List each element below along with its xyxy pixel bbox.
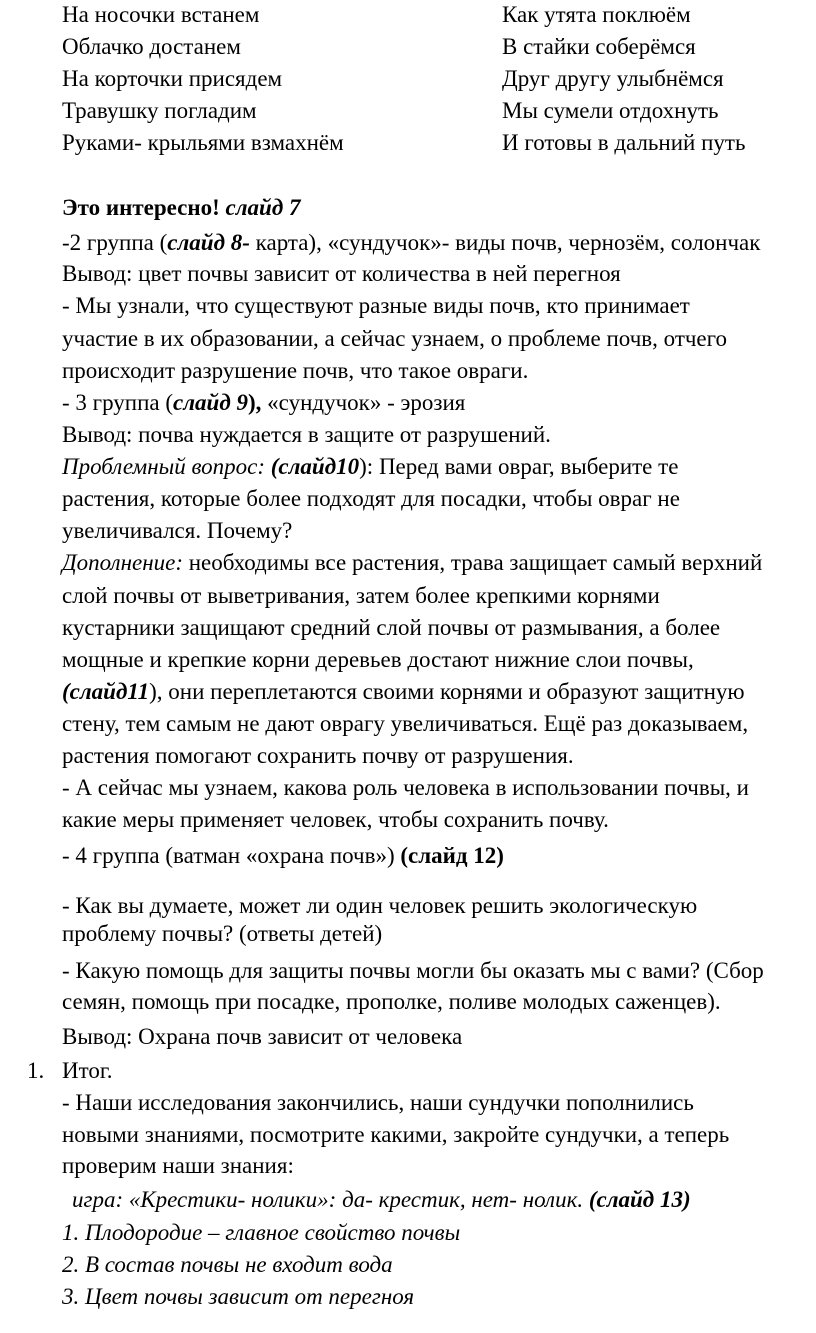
formatted-text: Проблемный вопрос:: [62, 454, 271, 479]
text-segment: - А сейчас мы узнаем, какова роль человека в использовании почвы, и: [62, 775, 749, 800]
text-line: [62, 1058, 112, 1084]
text-line: [62, 807, 609, 833]
formatted-text: (слайд11: [62, 679, 150, 704]
text-line: [62, 486, 680, 512]
text-segment: Итог.: [62, 1058, 113, 1083]
poem-line-left: Руками- крыльями взмахнём: [62, 130, 344, 155]
text-line: [62, 615, 720, 641]
text-line: [62, 711, 748, 737]
text-line: [62, 261, 621, 287]
text-segment: проблему почвы? (ответы детей): [62, 921, 383, 946]
formatted-text: 3. Цвет почвы зависит от перегноя: [62, 1284, 415, 1309]
text-line: [62, 550, 762, 576]
text-line: [62, 679, 745, 705]
text-segment: растения, которые более подходят для посадки, чтобы овраг не: [62, 486, 680, 511]
text-segment: участие в их образовании, а сейчас узнаем, о проблеме почв, отчего: [62, 326, 728, 351]
text-segment: увеличивался. Почему?: [62, 518, 293, 543]
poem-line-left: Облачко достанем: [62, 34, 241, 59]
text-line: [62, 1252, 393, 1278]
formatted-text: 1. Плодородие – главное свойство почвы: [62, 1220, 461, 1245]
text-line: [62, 743, 574, 769]
text-line: [62, 518, 292, 544]
text-segment: «сундучок» - эрозия: [261, 390, 466, 415]
text-line: [62, 583, 660, 609]
formatted-text: слайд 9: [173, 390, 248, 415]
poem-line-left: На корточки присядем: [62, 66, 283, 91]
text-segment: ), они переплетаются своими корнями и образуют защитную: [149, 679, 745, 704]
text-line: [62, 775, 749, 801]
text-line: [62, 326, 727, 352]
text-segment: растения помогают сохранить почву от разрушения.: [62, 743, 574, 768]
text-segment: - Какую помощь для защиты почвы могли бы оказать мы с вами? (Сбор: [62, 958, 764, 983]
text-segment: - 3 группа (: [62, 390, 174, 415]
poem-line-right: Мы сумели отдохнуть: [502, 98, 719, 123]
text-line: [62, 958, 764, 984]
text-segment: карта), «сундучок»- виды почв, чернозём, солончак: [249, 230, 761, 255]
text-line: [62, 390, 465, 416]
text-line: [62, 893, 697, 919]
text-segment: новыми знаниями, посмотрите какими, закройте сундучки, а теперь: [62, 1122, 730, 1147]
text-line: [72, 1187, 691, 1213]
text-segment: - Как вы думаете, может ли один человек решить экологическую: [62, 893, 698, 918]
text-line: [62, 1284, 414, 1310]
text-segment: Вывод: почва нуждается в защите от разрушений.: [62, 422, 551, 447]
formatted-text: (слайд10: [270, 454, 360, 479]
list-number: 1.: [27, 1058, 45, 1083]
text-line: [62, 358, 528, 384]
formatted-text: слайд 8-: [167, 230, 250, 255]
text-line: [62, 1090, 694, 1116]
text-line: [62, 293, 690, 319]
formatted-text: Дополнение:: [62, 550, 183, 575]
poem-line-left: Травушку погладим: [62, 98, 257, 123]
text-line: [62, 230, 760, 256]
formatted-text: слайд 7: [225, 195, 301, 220]
formatted-text: (слайд 13): [588, 1187, 691, 1212]
text-line: [62, 843, 504, 869]
text-segment: происходит разрушение почв, что такое овраги.: [62, 358, 529, 383]
text-line: [62, 921, 382, 947]
text-segment: Вывод: Охрана почв зависит от человека: [62, 1024, 463, 1049]
poem-line-left: На носочки встанем: [62, 2, 260, 27]
poem-line-right: Друг другу улыбнёмся: [502, 66, 724, 91]
text-line: [62, 1024, 462, 1050]
text-segment: кустарники защищают средний слой почвы от размывания, а более: [62, 615, 721, 640]
formatted-text: игра: «Крестики- нолики»: да- крестик, нет- нолик.: [72, 1187, 589, 1212]
text-segment: - 4 группа (ватман «охрана почв»): [62, 843, 401, 868]
poem-line-right: И готовы в дальний путь: [502, 130, 746, 155]
poem-line-right: В стайки соберёмся: [502, 34, 696, 59]
text-line: [62, 454, 678, 480]
text-segment: проверим наши знания:: [62, 1153, 294, 1178]
text-line: [62, 989, 721, 1015]
formatted-text: ),: [248, 390, 262, 415]
text-line: [62, 422, 551, 448]
poem-line-right: Как утята поклюём: [502, 2, 691, 27]
text-segment: -2 группа (: [62, 230, 168, 255]
text-segment: какие меры применяет человек, чтобы сохранить почву.: [62, 807, 609, 832]
text-segment: мощные и крепкие корни деревьев достают нижние слои почвы,: [62, 647, 694, 672]
text-line: [62, 1153, 294, 1179]
text-segment: - Мы узнали, что существуют разные виды почв, кто принимает: [62, 293, 690, 318]
formatted-text: 2. В состав почвы не входит вода: [62, 1252, 393, 1277]
text-line: [62, 647, 694, 673]
text-segment: ): Перед вами овраг, выберите те: [359, 454, 679, 479]
text-segment: - Наши исследования закончились, наши сундучки пополнились: [62, 1090, 694, 1115]
text-line: [62, 1122, 729, 1148]
text-segment: Вывод: цвет почвы зависит от количества в ней перегноя: [62, 261, 621, 286]
text-segment: необходимы все растения, трава защищает самый верхний: [183, 550, 763, 575]
text-segment: семян, помощь при посадке, прополке, поливе молодых саженцев).: [62, 989, 721, 1014]
formatted-text: (слайд 12): [400, 843, 504, 868]
text-segment: слой почвы от выветривания, затем более крепкими корнями: [62, 583, 660, 608]
text-line: [62, 1220, 460, 1246]
text-segment: стену, тем самым не дают оврагу увеличиваться. Ещё раз доказываем,: [62, 711, 749, 736]
text-line: [62, 195, 300, 221]
formatted-text: Это интересно!: [62, 195, 226, 220]
